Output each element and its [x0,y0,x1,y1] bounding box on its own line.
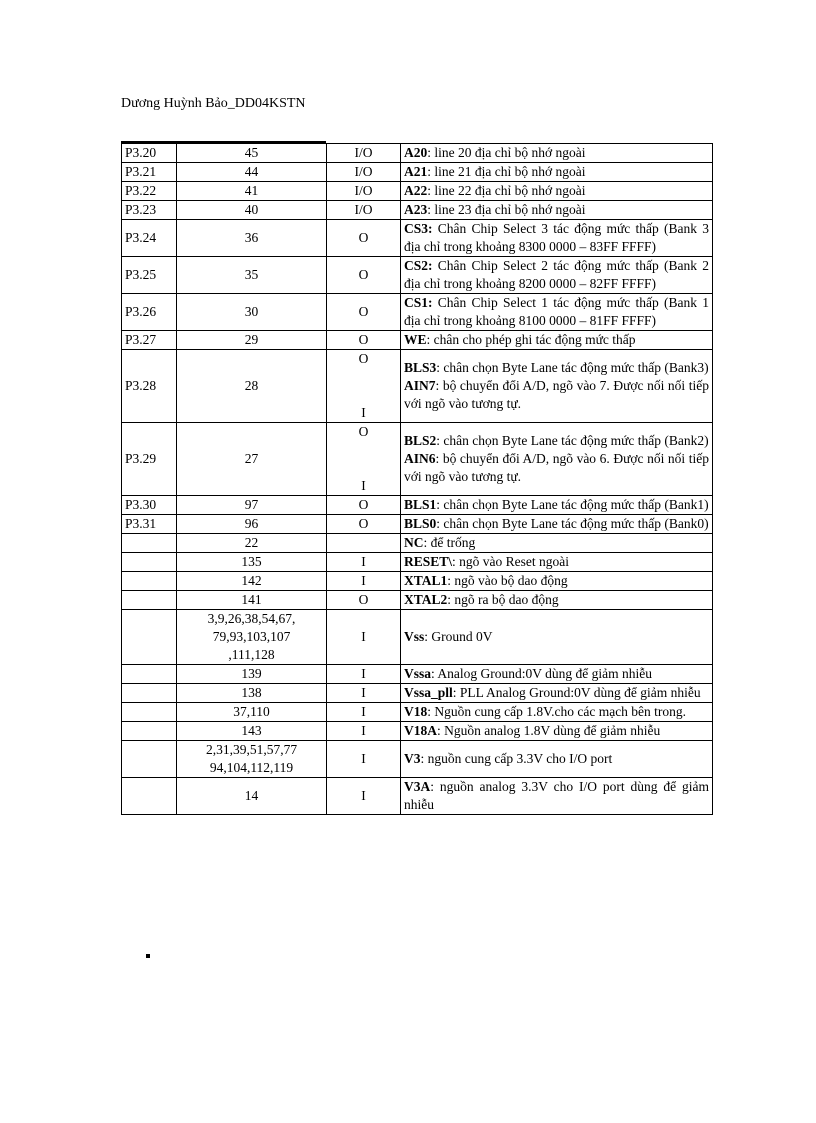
table-row [122,201,713,220]
signal-name: CS1: [404,295,433,310]
pin-number-cell: 35 [177,257,327,294]
signal-name: NC [404,535,424,550]
table-row [122,684,713,703]
port-cell: P3.21 [122,163,177,182]
signal-description: : nguồn cung cấp 3.3V cho I/O port [420,751,613,766]
table-row [122,331,713,350]
signal-name: WE [404,332,427,347]
table-row [122,553,713,572]
port-cell [122,778,177,815]
description-cell [401,201,713,220]
pin-number-cell: 45 [177,144,327,163]
pin-number-cell: 139 [177,665,327,684]
pin-number-line: 79,93,103,107 [212,629,291,644]
port-cell: P3.30 [122,496,177,515]
io-type-cell [327,534,401,553]
table-row [122,220,713,257]
signal-description: : line 21 địa chỉ bộ nhớ ngoài [427,164,586,179]
pin-number-cell: 37,110 [177,703,327,722]
io-type-cell: O [327,515,401,534]
description-cell [401,350,713,423]
signal-description: Chân Chip Select 2 tác động mức thấp (Bank 2 địa chỉ trong khoảng 8200 0000 – 82FF FFFF) [404,258,709,291]
pin-number-cell: 22 [177,534,327,553]
io-type-cell: O [327,591,401,610]
signal-name: Vssa_pll [404,685,453,700]
description-cell [401,741,713,778]
pin-number-cell: 30 [177,294,327,331]
signal-name: BLS3 [404,360,437,375]
port-cell [122,703,177,722]
table-row [122,741,713,778]
io-type-cell: I [327,553,401,572]
description-cell [401,684,713,703]
io-type-primary: O [358,351,369,366]
pin-number-cell: 28 [177,350,327,423]
signal-description: : Nguồn cung cấp 1.8V.cho các mạch bên trong. [427,704,687,719]
table-row [122,610,713,665]
pin-number-line: ,111,128 [228,647,275,662]
table-row [122,534,713,553]
signal-name: A20 [404,145,428,160]
table-row [122,515,713,534]
signal-name: BLS1 [404,497,437,512]
description-cell [401,591,713,610]
signal-name: XTAL1 [404,573,448,588]
signal-name: A21 [404,164,428,179]
signal-name: CS3: [404,221,433,236]
table-row [122,665,713,684]
port-cell: P3.20 [122,144,177,163]
description-cell [401,610,713,665]
io-type-cell [327,350,401,423]
description-cell [401,496,713,515]
page-header: Dương Huỳnh Bảo_DD04KSTN [121,96,306,111]
port-cell [122,553,177,572]
table-row [122,163,713,182]
signal-description: Chân Chip Select 1 tác động mức thấp (Bank 1 địa chỉ trong khoảng 8100 0000 – 81FF FFFF) [404,295,709,328]
pin-number-cell: 96 [177,515,327,534]
io-type-cell: O [327,294,401,331]
signal-name: V18A [404,723,437,738]
port-cell: P3.24 [122,220,177,257]
description-cell [401,703,713,722]
port-cell [122,665,177,684]
signal-description: : chân chọn Byte Lane tác động mức thấp (Bank0) [436,516,709,531]
signal-description: : nguồn analog 3.3V cho I/O port dùng để giảm nhiễu [404,779,709,812]
pin-description-table [121,143,713,815]
signal-description: : chân chọn Byte Lane tác động mức thấp (Bank2) [436,433,709,448]
pin-number-cell: 27 [177,423,327,496]
port-cell [122,610,177,665]
description-cell [401,294,713,331]
io-type-cell: I [327,722,401,741]
pin-number-line: 2,31,39,51,57,77 [205,742,298,757]
signal-name: BLS2 [404,433,437,448]
signal-description: : bộ chuyển đổi A/D, ngõ vào 6. Được nối nối tiếp với ngõ vào tương tự. [404,451,709,484]
signal-description: : ngõ vào Reset ngoài [452,554,570,569]
port-cell: P3.29 [122,423,177,496]
signal-description: Chân Chip Select 3 tác động mức thấp (Bank 3 địa chỉ trong khoảng 8300 0000 – 83FF FFFF) [404,221,709,254]
io-type-cell: I [327,572,401,591]
description-cell [401,182,713,201]
description-cell [401,257,713,294]
signal-name: RESET\ [404,554,453,569]
io-type-cell: I [327,665,401,684]
io-type-cell: O [327,496,401,515]
port-cell: P3.28 [122,350,177,423]
description-cell [401,220,713,257]
io-type-cell: O [327,220,401,257]
port-cell [122,572,177,591]
pin-number-line: 94,104,112,119 [209,760,294,775]
io-type-primary: O [358,424,369,439]
table-row [122,294,713,331]
io-type-cell: I [327,703,401,722]
port-cell [122,591,177,610]
port-cell [122,741,177,778]
port-cell [122,534,177,553]
pin-number-cell: 29 [177,331,327,350]
description-cell [401,515,713,534]
signal-description: : line 22 địa chỉ bộ nhớ ngoài [427,183,586,198]
pin-number-cell: 97 [177,496,327,515]
table-row [122,423,713,496]
table-row [122,722,713,741]
pin-number-cell: 14 [177,778,327,815]
io-type-cell [327,423,401,496]
port-cell [122,722,177,741]
port-cell: P3.26 [122,294,177,331]
io-type-cell: O [327,257,401,294]
pin-number-cell [177,610,327,665]
table-row [122,703,713,722]
io-type-cell: I [327,610,401,665]
table-row [122,257,713,294]
io-type-cell: I/O [327,201,401,220]
signal-description: : Ground 0V [424,629,493,644]
port-cell: P3.27 [122,331,177,350]
signal-name: BLS0 [404,516,437,531]
table-row [122,144,713,163]
pin-number-cell: 40 [177,201,327,220]
port-cell: P3.23 [122,201,177,220]
table-row [122,350,713,423]
io-type-cell: I [327,741,401,778]
description-cell [401,553,713,572]
signal-description: : chân cho phép ghi tác động mức thấp [426,332,636,347]
port-cell [122,684,177,703]
io-type-cell: I [327,778,401,815]
description-cell [401,331,713,350]
io-type-cell: I [327,684,401,703]
description-cell [401,572,713,591]
pin-number-cell: 41 [177,182,327,201]
signal-description: : line 23 địa chỉ bộ nhớ ngoài [427,202,586,217]
table-row [122,496,713,515]
bullet-marker [146,954,150,958]
description-cell [401,665,713,684]
signal-name: V18 [404,704,428,719]
pin-number-cell: 36 [177,220,327,257]
signal-description: : chân chọn Byte Lane tác động mức thấp (Bank1) [436,497,709,512]
pin-number-line: 3,9,26,38,54,67, [207,611,296,626]
io-type-cell: I/O [327,144,401,163]
signal-description: : chân chọn Byte Lane tác động mức thấp (Bank3) [436,360,709,375]
port-cell: P3.25 [122,257,177,294]
signal-description: : Nguồn analog 1.8V dùng để giảm nhiễu [437,723,661,738]
pin-number-cell: 138 [177,684,327,703]
table-row [122,591,713,610]
table-row [122,182,713,201]
pin-number-cell: 142 [177,572,327,591]
io-type-secondary: I [361,478,366,493]
signal-name: A23 [404,202,428,217]
signal-name: AIN6 [404,451,436,466]
signal-name: V3 [404,751,421,766]
io-type-cell: O [327,331,401,350]
port-cell: P3.31 [122,515,177,534]
signal-description: : để trống [423,535,476,550]
signal-name: A22 [404,183,428,198]
table-row [122,778,713,815]
signal-name: AIN7 [404,378,436,393]
io-type-cell: I/O [327,163,401,182]
signal-description: : PLL Analog Ground:0V dùng để giảm nhiễu [452,685,701,700]
signal-name: XTAL2 [404,592,448,607]
description-cell [401,144,713,163]
signal-description: : ngõ ra bộ dao động [447,592,559,607]
description-cell [401,163,713,182]
io-type-secondary: I [361,405,366,420]
signal-name: V3A [404,779,431,794]
description-cell [401,722,713,741]
signal-description: : line 20 địa chỉ bộ nhớ ngoài [427,145,586,160]
pin-number-cell: 141 [177,591,327,610]
signal-name: Vssa [404,666,432,681]
description-cell [401,534,713,553]
pin-number-cell: 44 [177,163,327,182]
pin-number-cell: 135 [177,553,327,572]
signal-name: CS2: [404,258,433,273]
description-cell [401,423,713,496]
signal-description: : Analog Ground:0V dùng để giảm nhiễu [431,666,652,681]
signal-description: : ngõ vào bộ dao động [447,573,568,588]
io-type-cell: I/O [327,182,401,201]
pin-number-cell: 143 [177,722,327,741]
signal-name: Vss [404,629,425,644]
pin-number-cell [177,741,327,778]
port-cell: P3.22 [122,182,177,201]
description-cell [401,778,713,815]
signal-description: : bộ chuyển đổi A/D, ngõ vào 7. Được nối nối tiếp với ngõ vào tương tự. [404,378,709,411]
table-row [122,572,713,591]
